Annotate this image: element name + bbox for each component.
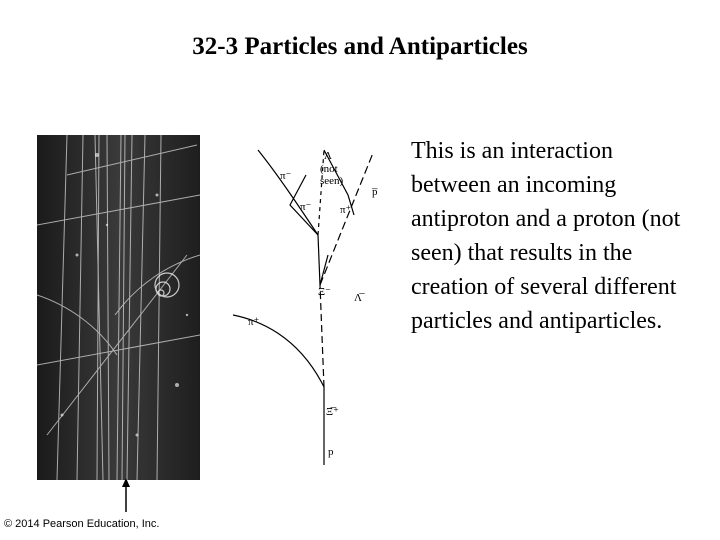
label-lambda-bar: Λ̅	[354, 292, 362, 304]
slide-title: 32-3 Particles and Antiparticles	[192, 33, 528, 60]
bubble-chamber-photo	[37, 135, 200, 480]
incoming-particle-arrow-icon	[118, 478, 134, 512]
label-not-seen-1: (not	[320, 163, 338, 175]
description-text: This is an interaction between an incoming antiproton and a proton (not seen) that results in the creation of several different particles and antiparticles.	[411, 138, 681, 334]
track-diagram	[228, 135, 388, 465]
label-p-bar: p̅	[372, 186, 378, 198]
copyright-footer: © 2014 Pearson Education, Inc.	[4, 518, 160, 530]
label-pi-minus-upper: π⁻	[280, 170, 292, 182]
label-pi-minus-lower: π⁻	[300, 201, 312, 213]
label-xi-minus: Ξ⁻	[318, 286, 331, 298]
label-pi-plus-lower: π⁺	[248, 316, 260, 328]
label-lambda: Λ	[324, 150, 332, 162]
label-p: p	[328, 446, 334, 458]
label-pi-plus-upper: π⁺	[340, 204, 352, 216]
label-xi-bar: Ξ̅⁺	[326, 406, 339, 418]
label-not-seen-2: seen)	[320, 175, 344, 187]
